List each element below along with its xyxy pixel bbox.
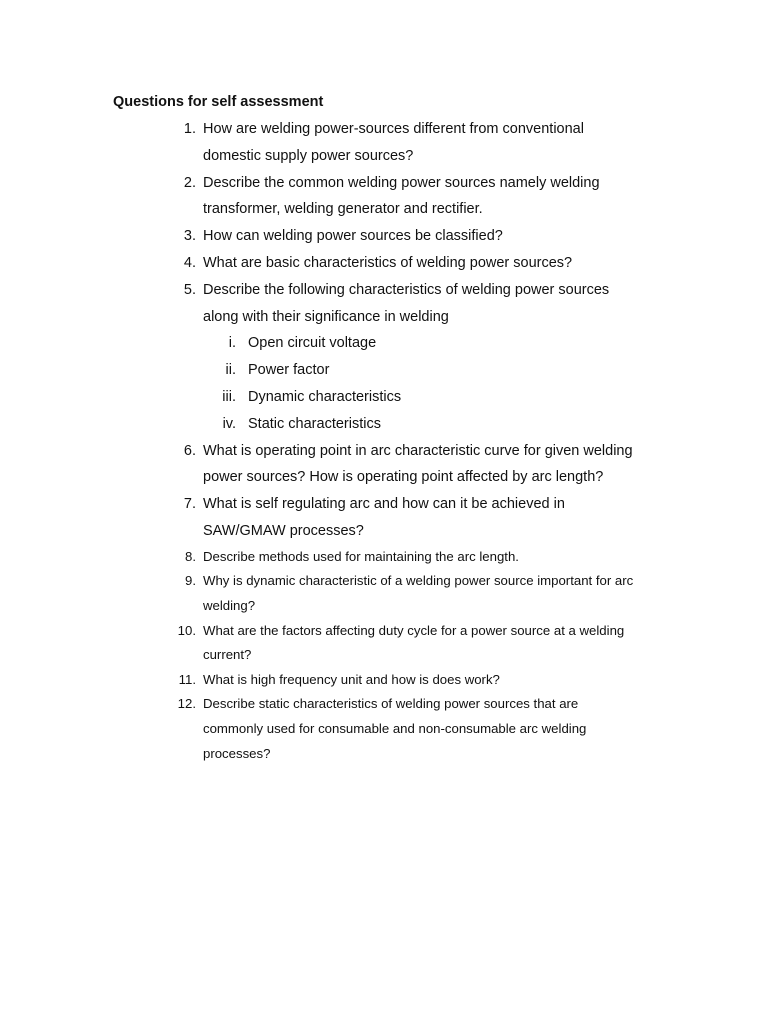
question-text-line: power sources? How is operating point affected by arc length? [203, 469, 604, 486]
question-text-line: current? [203, 647, 252, 663]
question-text-line: domestic supply power sources? [203, 147, 414, 164]
question-text-line: commonly used for consumable and non-consumable arc welding [203, 721, 587, 736]
subitem-number: iii. [222, 389, 236, 405]
question-number: 3. [183, 228, 196, 245]
question-text-line: SAW/GMAW processes? [203, 523, 364, 539]
question-number: 6. [183, 442, 196, 459]
subitem-text: Dynamic characteristics [248, 389, 402, 405]
question-number: 7. [183, 496, 196, 513]
question-text-line: Describe static characteristics of welding power sources that are [203, 696, 579, 712]
question-text-line: What is self regulating arc and how can it be achieved in [203, 496, 565, 513]
question-text-line: welding? [203, 598, 256, 613]
question-text-line: What is operating point in arc characteristic curve for given welding [203, 442, 633, 459]
question-text-line: How can welding power sources be classified? [203, 228, 503, 245]
question-number: 11. [178, 671, 196, 687]
subitem-number: ii. [225, 362, 236, 379]
question-text-line: processes? [203, 745, 271, 761]
question-number: 12. [177, 696, 196, 712]
question-number: 2. [183, 174, 196, 191]
question-number: 8. [185, 548, 196, 564]
subitem-number: i. [228, 335, 236, 352]
question-text-line: along with their significance in welding [203, 308, 449, 325]
subitem-text: Power factor [248, 362, 330, 379]
question-number: 10. [177, 622, 196, 638]
question-number: 1. [183, 121, 196, 137]
question-text-line: What are basic characteristics of welding power sources? [203, 255, 573, 271]
question-text-line: Describe methods used for maintaining the arc length. [203, 548, 519, 564]
subitem-text: Open circuit voltage [248, 335, 377, 352]
question-text-line: What is high frequency unit and how is does work? [203, 671, 500, 687]
question-number: 5. [183, 281, 196, 298]
question-text-line: How are welding power-sources different from conventional [203, 121, 584, 137]
subitem-text: Static characteristics [248, 415, 381, 432]
question-text-line: transformer, welding generator and rectifier. [203, 201, 483, 218]
section-heading: Questions for self assessment [113, 94, 324, 110]
question-text-line: What are the factors affecting duty cycle for a power source at a welding [203, 622, 625, 638]
question-text-line: Describe the following characteristics of welding power sources [203, 281, 610, 298]
question-number: 4. [183, 255, 196, 271]
subitem-number: iv. [222, 415, 236, 432]
question-text-line: Describe the common welding power sources namely welding [203, 174, 600, 191]
question-text-line: Why is dynamic characteristic of a welding power source important for arc [203, 573, 634, 589]
question-number: 9. [185, 573, 196, 589]
